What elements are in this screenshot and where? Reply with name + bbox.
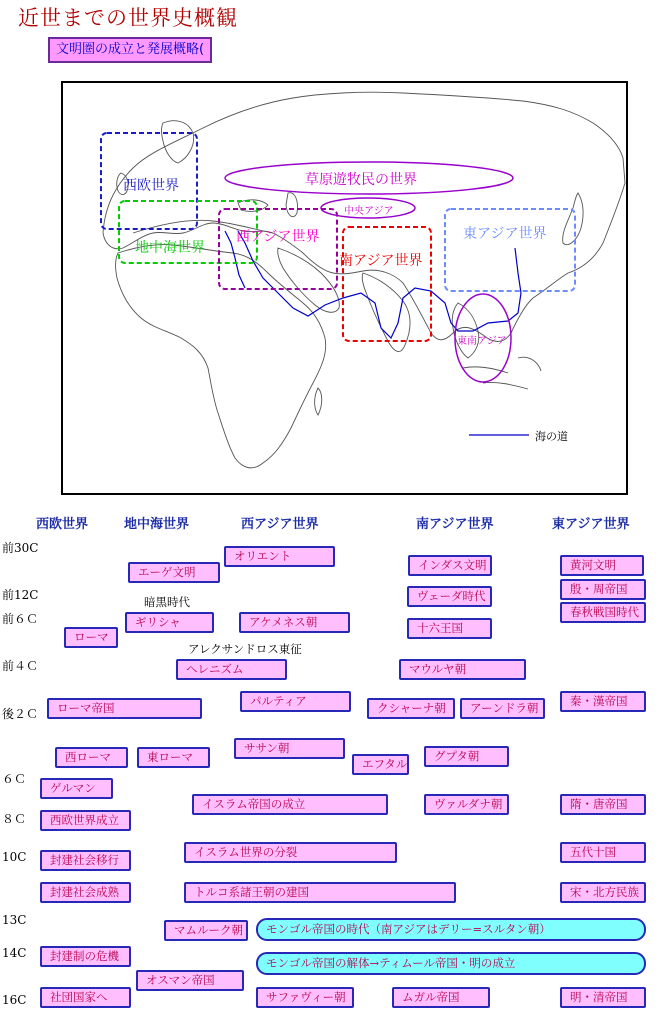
- century-label: 前４Ｃ: [2, 659, 39, 673]
- timeline-box-aegean: エーゲ文明: [128, 562, 220, 583]
- century-label: 10C: [2, 850, 27, 864]
- timeline-box-ephthal: エフタル: [352, 754, 409, 775]
- central-asia-label: 中央アジア: [344, 206, 394, 217]
- century-label: ６Ｃ: [2, 772, 27, 786]
- timeline-box-german: ゲルマン: [40, 778, 113, 799]
- landmass-outlines: [103, 92, 625, 468]
- timeline-box-ming-qing: 明・清帝国: [560, 987, 646, 1008]
- japan-outline: [563, 193, 583, 245]
- column-header-west-europe: 西欧世界: [36, 517, 89, 532]
- timeline-box-yin-zhou: 殷・周帝国: [560, 579, 646, 600]
- century-label: 14C: [2, 946, 27, 960]
- timeline-box-hellenism: ヘレニズム: [176, 659, 287, 680]
- timeline-box-rome: ローマ: [64, 627, 118, 648]
- page-subtitle: 文明圏の成立と発展概略(: [48, 37, 212, 63]
- column-header-south-asia: 南アジア世界: [416, 517, 494, 532]
- timeline-box-west-rome: 西ローマ: [55, 747, 128, 768]
- steppe-label: 草原遊牧民の世界: [305, 172, 417, 188]
- africa-outline: [116, 245, 326, 468]
- timeline-box-achaemenid: アケメネス朝: [239, 612, 350, 633]
- timeline-box-safavid: サファヴィー朝: [256, 987, 354, 1008]
- timeline-box-turkic: トルコ系諸王朝の建国: [184, 882, 456, 903]
- alexander-note: アレクサンドロス東征: [188, 642, 302, 656]
- timeline-box-feudal-move: 封建社会移行: [40, 850, 131, 871]
- west-asia-label: 西アジア世界: [236, 229, 320, 245]
- timeline-box-sasan: ササン朝: [234, 738, 345, 759]
- column-header-mediterranean: 地中海世界: [124, 517, 190, 532]
- century-label: 前６Ｃ: [2, 612, 39, 626]
- timeline-box-mongol-era: モンゴル帝国の時代（南アジアはデリー=スルタン朝）: [256, 918, 646, 941]
- timeline-box-orient: オリエント: [224, 546, 335, 567]
- east-asia-label: 東アジア世界: [463, 226, 547, 242]
- south-asia-region: [343, 227, 431, 341]
- timeline-box-sui-tang: 隋・唐帝国: [560, 794, 646, 815]
- timeline-box-vardhana: ヴァルダナ朝: [424, 794, 509, 815]
- timeline-box-ottoman: オスマン帝国: [136, 970, 244, 991]
- world-map: [61, 81, 628, 495]
- timeline-box-roman-empire: ローマ帝国: [47, 698, 202, 719]
- timeline-box-andhra: アーンドラ朝: [460, 698, 545, 719]
- page-title: 近世までの世界史概観: [18, 6, 238, 30]
- timeline-box-islam-split: イスラム世界の分裂: [184, 842, 397, 863]
- timeline-box-veda: ヴェーダ時代: [407, 586, 492, 607]
- timeline-box-huanghe: 黄河文明: [560, 555, 644, 576]
- column-header-east-asia: 東アジア世界: [552, 517, 630, 532]
- timeline-box-corporate: 社団国家へ: [40, 987, 131, 1008]
- timeline-box-west-world: 西欧世界成立: [40, 810, 131, 831]
- timeline-box-mughal: ムガル帝国: [392, 987, 490, 1008]
- century-label: 前30C: [2, 541, 39, 555]
- southeast-asia-label: 東南アジア: [457, 336, 507, 347]
- timeline-box-sixteen: 十六王国: [407, 618, 492, 639]
- caspian-sea-outline: [286, 193, 298, 217]
- timeline-box-east-rome: 東ローマ: [137, 747, 210, 768]
- timeline-box-qin-han: 秦・漢帝国: [560, 691, 646, 712]
- timeline-box-maurya: マウルヤ朝: [399, 659, 526, 680]
- south-asia-label: 南アジア世界: [339, 253, 423, 269]
- timeline-box-feudal-crisis: 封建制の危機: [40, 946, 131, 967]
- east-asia-region: [445, 209, 575, 291]
- century-label: 後２Ｃ: [2, 707, 39, 721]
- timeline-box-shunqiu: 春秋戦国時代: [560, 602, 646, 623]
- timeline-box-parthia: パルティア: [240, 691, 351, 712]
- timeline-box-indus: インダス文明: [408, 555, 492, 576]
- timeline-box-five-dynasties: 五代十国: [560, 842, 646, 863]
- dark-age-note: 暗黒時代: [144, 595, 190, 609]
- timeline-box-mamluk: マムルーク朝: [164, 920, 248, 941]
- west-europe-label: 西欧世界: [123, 178, 179, 194]
- mediterranean-label: 地中海世界: [135, 240, 205, 256]
- column-header-west-asia: 西アジア世界: [241, 517, 319, 532]
- timeline-box-feudal-mature: 封建社会成熟: [40, 882, 131, 903]
- scandinavia-outline: [162, 121, 194, 163]
- india-outline: [362, 273, 410, 352]
- century-label: 13C: [2, 913, 27, 927]
- madagascar-outline: [315, 388, 322, 415]
- timeline-box-song: 宋・北方民族: [560, 882, 646, 903]
- timeline-box-gupta: グプタ朝: [424, 746, 509, 767]
- timeline-box-greece: ギリシャ: [125, 612, 214, 633]
- century-label: 前12C: [2, 588, 39, 602]
- timeline-box-islam-empire: イスラム帝国の成立: [192, 794, 388, 815]
- century-label: ８Ｃ: [2, 812, 27, 826]
- timeline-box-mongol-collapse: モンゴル帝国の解体→ティムール帝国・明の成立: [256, 952, 646, 975]
- indonesia-outline: [463, 357, 541, 389]
- legend-label: 海の道: [535, 430, 568, 443]
- timeline-box-kushana: クシャーナ朝: [367, 698, 455, 719]
- century-label: 16C: [2, 993, 27, 1007]
